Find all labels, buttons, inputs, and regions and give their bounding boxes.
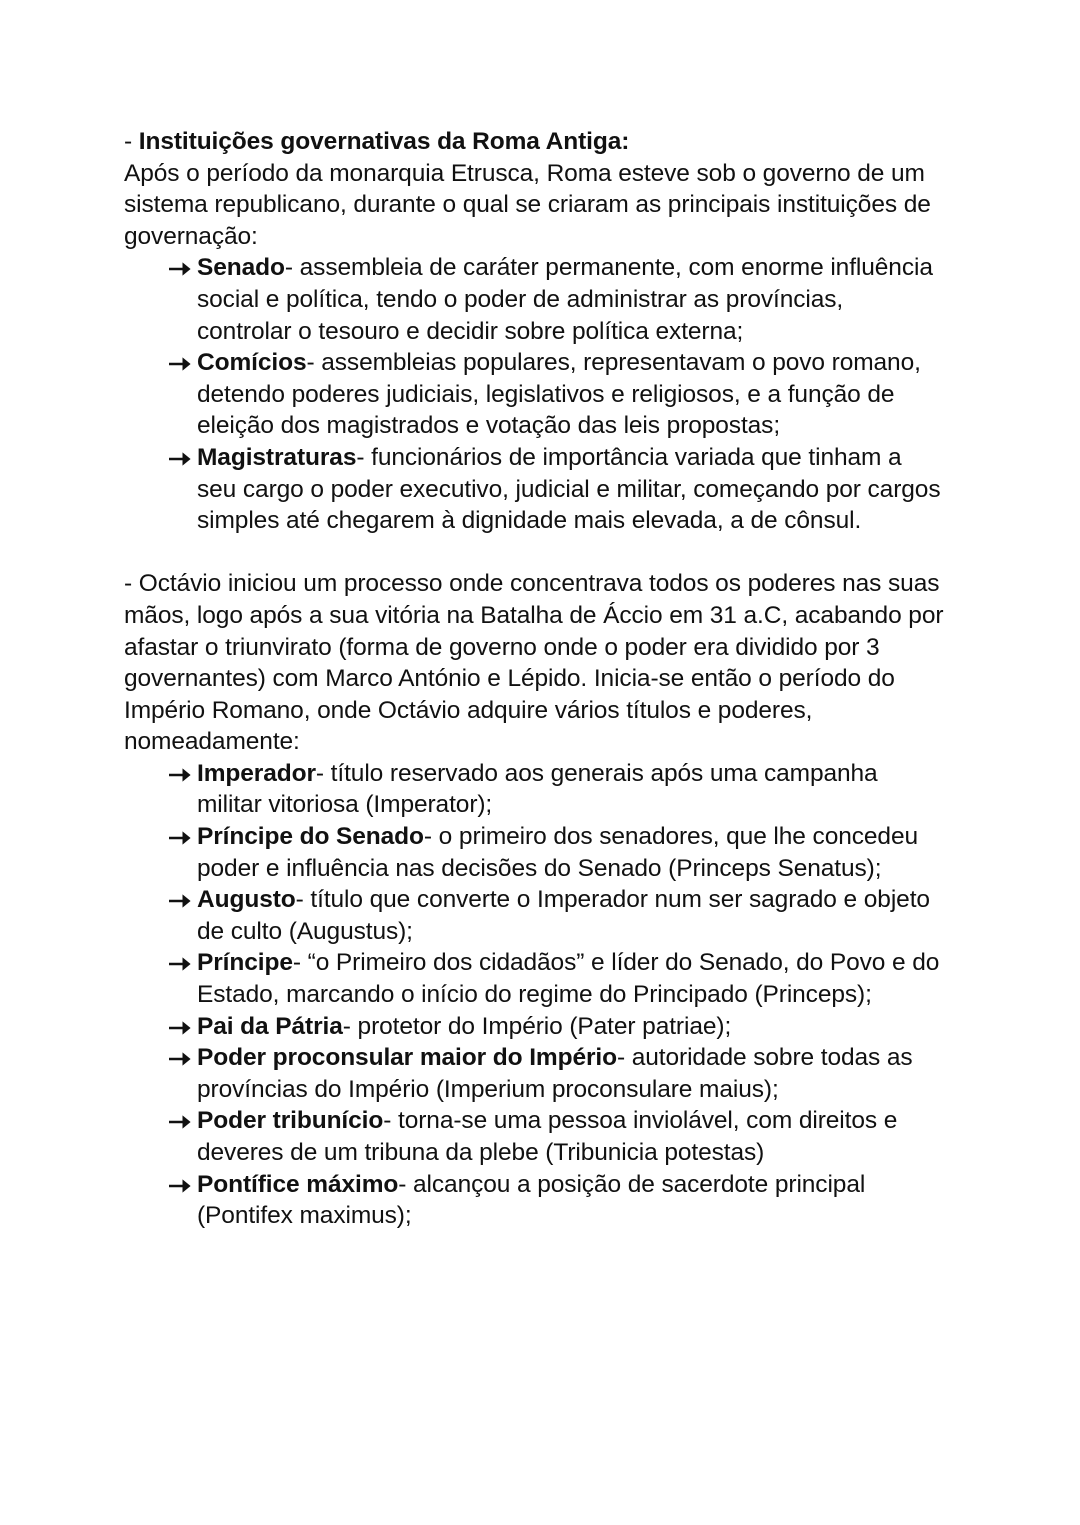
list-item bbox=[124, 758, 944, 821]
term-label: Poder tribunício bbox=[197, 1107, 384, 1135]
heading-title: Instituições governativas da Roma Antiga: bbox=[138, 128, 630, 155]
list-item bbox=[124, 1169, 944, 1232]
arrow-right-icon bbox=[168, 252, 194, 284]
term-description: - assembleias populares, representavam o povo romano, detendo poderes judiciais, legislativos e religiosos, e a função de eleição dos magistrados e votação das leis propostas; bbox=[197, 349, 921, 440]
arrow-right-icon bbox=[168, 1042, 194, 1074]
term-description: - protetor do Império (Pater patriae); bbox=[342, 1012, 732, 1040]
section-heading-instituicoes bbox=[124, 126, 944, 158]
arrow-right-icon bbox=[168, 442, 194, 474]
term-label: Magistraturas bbox=[197, 443, 357, 471]
term-label: Imperador bbox=[197, 759, 316, 787]
heading-lead-dash: - bbox=[124, 128, 139, 155]
term-description: - torna-se uma pessoa inviolável, com direitos e deveres de um tribuna da plebe (Tribunicia potestas) bbox=[197, 1107, 898, 1166]
octavio-lead-dash: - bbox=[124, 570, 139, 598]
section-spacer bbox=[124, 537, 944, 569]
list-item bbox=[124, 252, 944, 347]
list-item bbox=[124, 1011, 944, 1043]
term-label: Comícios bbox=[197, 349, 307, 377]
term-description: - o primeiro dos senadores, que lhe concedeu poder e influência nas decisões do Senado (Princeps Senatus); bbox=[197, 823, 918, 882]
bullet-list-instituicoes bbox=[124, 252, 944, 536]
term-label: Príncipe do Senado bbox=[197, 823, 424, 851]
term-description: - título que converte o Imperador num ser sagrado e objeto de culto (Augustus); bbox=[197, 886, 930, 945]
term-label: Pai da Pátria bbox=[197, 1012, 343, 1040]
document-body bbox=[124, 126, 944, 1232]
arrow-right-icon bbox=[168, 758, 194, 790]
octavio-intro-text: Octávio iniciou um processo onde concentrava todos os poderes nas suas mãos, logo após a sua vitória na Batalha de Áccio em 31 a.C, acabando por afastar o triunvirato (forma de governo onde o poder era dividido por 3 governantes) com Marco António e Lépido. Inicia-se então o período do Império Romano, onde Octávio adquire vários títulos e poderes, nomeadamente: bbox=[124, 570, 944, 756]
list-item bbox=[124, 884, 944, 947]
list-item bbox=[124, 947, 944, 1010]
term-description: - autoridade sobre todas as províncias do Império (Imperium proconsulare maius); bbox=[197, 1044, 913, 1103]
term-label: Augusto bbox=[197, 886, 296, 914]
arrow-right-icon bbox=[168, 947, 194, 979]
term-description: - alcançou a posição de sacerdote principal (Pontifex maximus); bbox=[197, 1170, 866, 1230]
arrow-right-icon bbox=[168, 1105, 194, 1137]
term-label: Pontífice máximo bbox=[197, 1170, 399, 1198]
term-description: - “o Primeiro dos cidadãos” e líder do Senado, do Povo e do Estado, marcando o início do regime do Principado (Princeps); bbox=[197, 949, 940, 1009]
list-item bbox=[124, 1105, 944, 1168]
arrow-right-icon bbox=[168, 821, 194, 853]
term-label: Príncipe bbox=[197, 949, 293, 977]
arrow-right-icon bbox=[168, 347, 194, 379]
term-label: Senado bbox=[197, 254, 285, 282]
term-label: Poder proconsular maior do Império bbox=[197, 1044, 617, 1072]
section-intro-instituicoes: Após o período da monarquia Etrusca, Roma esteve sob o governo de um sistema republicano, durante o qual se criaram as principais instituições de governação: bbox=[124, 159, 931, 250]
list-item bbox=[124, 1042, 944, 1105]
arrow-right-icon bbox=[168, 1011, 194, 1043]
section-intro-octavio bbox=[124, 568, 944, 758]
list-item bbox=[124, 821, 944, 884]
arrow-right-icon bbox=[168, 884, 194, 916]
term-description: - assembleia de caráter permanente, com enorme influência social e política, tendo o poder de administrar as províncias, controlar o tesouro e decidir sobre política externa; bbox=[197, 254, 933, 345]
term-description: - título reservado aos generais após uma campanha militar vitoriosa (Imperator); bbox=[197, 759, 878, 819]
list-item bbox=[124, 442, 944, 537]
term-description: - funcionários de importância variada que tinham a seu cargo o poder executivo, judicial e militar, começando por cargos simples até chegarem à dignidade mais elevada, a de cônsul. bbox=[197, 443, 941, 535]
list-item bbox=[124, 347, 944, 442]
bullet-list-titulos bbox=[124, 758, 944, 1232]
arrow-right-icon bbox=[168, 1169, 194, 1201]
